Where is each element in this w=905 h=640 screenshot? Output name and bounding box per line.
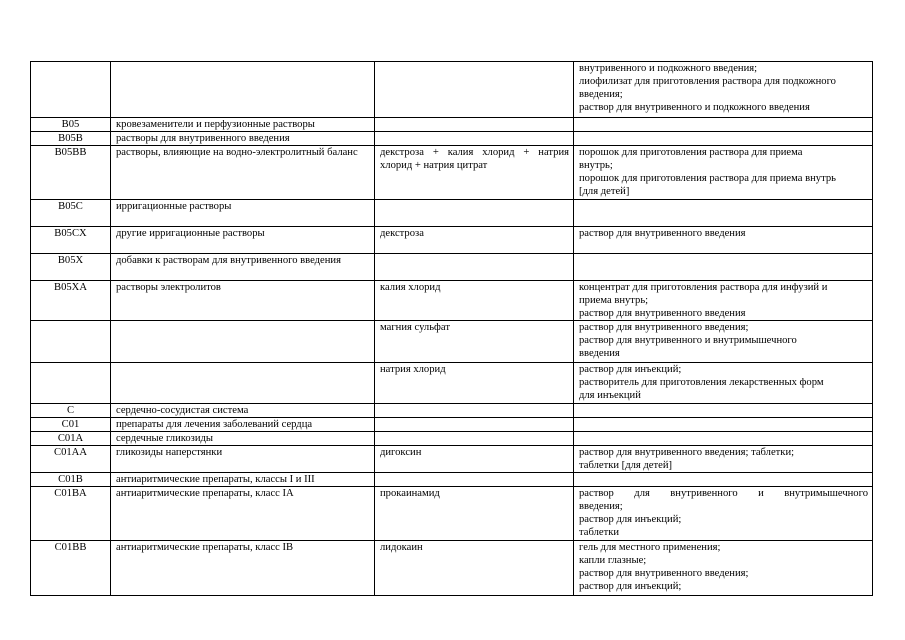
dosage-forms-cell	[574, 200, 873, 227]
substance-name-cell	[375, 132, 574, 146]
dosage-forms-cell	[574, 254, 873, 281]
dosage-form-line: введения;	[579, 89, 623, 100]
dosage-form-line: внутривенного и подкожного введения;	[579, 63, 758, 74]
substance-name-cell	[375, 418, 574, 432]
dosage-forms-cell	[574, 473, 873, 487]
atc-group-name-cell: другие ирригационные растворы	[111, 227, 375, 254]
dosage-forms-cell	[574, 281, 873, 321]
dosage-form-line: концентрат для приготовления раствора для инфузий и	[579, 282, 828, 293]
dosage-form-line: раствор для внутривенного введения	[579, 228, 746, 239]
table-row	[31, 363, 873, 404]
atc-group-name-cell: антиаритмические препараты, классы I и III	[111, 473, 375, 487]
substance-name-cell: декстроза	[375, 227, 574, 254]
atc-code-cell: B05C	[31, 200, 111, 227]
atc-group-name-cell: растворы для внутривенного введения	[111, 132, 375, 146]
dosage-form-line: раствор для внутривенного введения	[579, 308, 746, 319]
atc-code-cell: B05CX	[31, 227, 111, 254]
substance-name-cell	[375, 62, 574, 118]
dosage-forms-cell	[574, 418, 873, 432]
substance-name-cell	[375, 432, 574, 446]
dosage-forms-cell	[574, 227, 873, 254]
atc-group-name-cell: гликозиды наперстянки	[111, 446, 375, 473]
substance-name-cell	[375, 118, 574, 132]
dosage-forms-cell	[574, 541, 873, 596]
dosage-form-line: для инъекций	[579, 390, 641, 401]
dosage-forms-cell	[574, 432, 873, 446]
table-row	[31, 446, 873, 473]
dosage-form-line: [для детей]	[579, 186, 630, 197]
substance-name-cell	[375, 473, 574, 487]
atc-code-cell: C01A	[31, 432, 111, 446]
table-row	[31, 404, 873, 418]
atc-code-cell: C01BA	[31, 487, 111, 541]
table-row	[31, 281, 873, 321]
dosage-form-line: приема внутрь;	[579, 295, 649, 306]
substance-name-cell	[375, 254, 574, 281]
dosage-form-line: порошок для приготовления раствора для приема внутрь	[579, 173, 836, 184]
dosage-form-line: введения;	[579, 501, 623, 512]
dosage-form-line: гель для местного применения;	[579, 542, 721, 553]
table-row	[31, 473, 873, 487]
atc-code-cell: B05B	[31, 132, 111, 146]
dosage-form-line: раствор для инъекций;	[579, 514, 682, 525]
substance-name-cell: декстроза + калия хлорид + натрия хлорид + натрия цитрат	[375, 146, 574, 200]
dosage-form-line: раствор для внутривенного введения;	[579, 568, 749, 579]
table-row	[31, 118, 873, 132]
atc-group-name-cell: добавки к растворам для внутривенного введения	[111, 254, 375, 281]
substance-name-cell: магния сульфат	[375, 321, 574, 363]
dosage-forms-cell	[574, 321, 873, 363]
dosage-form-line: таблетки [для детей]	[579, 460, 673, 471]
atc-group-name-cell: ирригационные растворы	[111, 200, 375, 227]
atc-code-cell: C	[31, 404, 111, 418]
substance-name-cell: дигоксин	[375, 446, 574, 473]
dosage-forms-cell	[574, 404, 873, 418]
dosage-form-line: раствор для внутривенного и подкожного введения	[579, 102, 810, 113]
atc-code-cell	[31, 62, 111, 118]
dosage-form-line: таблетки	[579, 527, 620, 538]
substance-name-cell: натрия хлорид	[375, 363, 574, 404]
atc-code-cell: C01BB	[31, 541, 111, 596]
atc-code-cell: B05	[31, 118, 111, 132]
table-row	[31, 132, 873, 146]
substance-name-cell	[375, 200, 574, 227]
dosage-form-line: растворитель для приготовления лекарственных форм	[579, 377, 824, 388]
table-row	[31, 254, 873, 281]
atc-group-name-cell: растворы электролитов	[111, 281, 375, 321]
dosage-form-line: раствор для инъекций;	[579, 581, 682, 592]
atc-group-name-cell: антиаритмические препараты, класс IB	[111, 541, 375, 596]
atc-code-cell: B05BB	[31, 146, 111, 200]
dosage-forms-cell	[574, 132, 873, 146]
drug-table	[30, 61, 873, 596]
atc-group-name-cell: растворы, влияющие на водно-электролитный баланс	[111, 146, 375, 200]
atc-group-name-cell	[111, 62, 375, 118]
atc-code-cell: C01	[31, 418, 111, 432]
atc-group-name-cell: антиаритмические препараты, класс IA	[111, 487, 375, 541]
atc-group-name-cell	[111, 321, 375, 363]
dosage-form-line: раствор для внутривенного введения; таблетки;	[579, 447, 795, 458]
dosage-forms-cell	[574, 363, 873, 404]
atc-group-name-cell: препараты для лечения заболеваний сердца	[111, 418, 375, 432]
table-row	[31, 432, 873, 446]
dosage-forms-cell	[574, 446, 873, 473]
substance-name-cell	[375, 404, 574, 418]
atc-group-name-cell	[111, 363, 375, 404]
atc-group-name-cell: сердечные гликозиды	[111, 432, 375, 446]
dosage-form-line: раствор для внутривенного и внутримышечного	[579, 488, 868, 499]
substance-name-cell: лидокаин	[375, 541, 574, 596]
atc-code-cell: C01B	[31, 473, 111, 487]
atc-code-cell: B05XA	[31, 281, 111, 321]
dosage-form-line: внутрь;	[579, 160, 613, 171]
atc-code-cell: C01AA	[31, 446, 111, 473]
table-row	[31, 321, 873, 363]
substance-name-cell: прокаинамид	[375, 487, 574, 541]
table-row	[31, 418, 873, 432]
dosage-forms-cell	[574, 62, 873, 118]
dosage-form-line: капли глазные;	[579, 555, 647, 566]
atc-group-name-cell: сердечно-сосудистая система	[111, 404, 375, 418]
dosage-form-line: раствор для инъекций;	[579, 364, 682, 375]
dosage-form-line: раствор для внутривенного введения;	[579, 322, 749, 333]
table-row	[31, 62, 873, 118]
drug-table-body	[31, 62, 873, 596]
dosage-forms-cell	[574, 118, 873, 132]
table-row	[31, 227, 873, 254]
dosage-form-line: раствор для внутривенного и внутримышечного	[579, 335, 797, 346]
dosage-form-line: введения	[579, 348, 620, 359]
dosage-forms-cell	[574, 487, 873, 541]
dosage-forms-cell	[574, 146, 873, 200]
substance-name-cell: калия хлорид	[375, 281, 574, 321]
atc-group-name-cell: кровезаменители и перфузионные растворы	[111, 118, 375, 132]
table-row	[31, 487, 873, 541]
atc-code-cell: B05X	[31, 254, 111, 281]
atc-code-cell	[31, 321, 111, 363]
dosage-form-line: лиофилизат для приготовления раствора для подкожного	[579, 76, 836, 87]
dosage-form-line: порошок для приготовления раствора для приема	[579, 147, 803, 158]
table-row	[31, 200, 873, 227]
atc-code-cell	[31, 363, 111, 404]
table-row	[31, 146, 873, 200]
table-row	[31, 541, 873, 596]
